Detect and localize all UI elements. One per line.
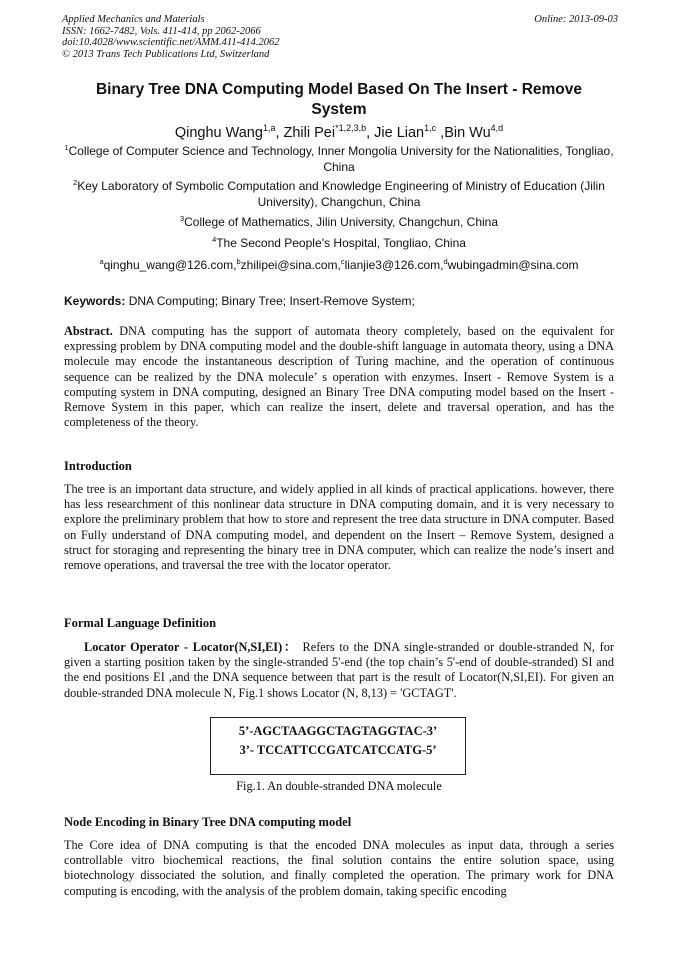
strand-bottom: 3’- TCCATTCCGATCATCCATG-5’	[239, 743, 437, 757]
node-encoding-text: The Core idea of DNA computing is that the encoded DNA molecules as input data, through a series controllable vitro biochemical reactions, the final solution contains the entire solution space, using biotechnology dissociated the solution, and finally completed the operation. The primary work for DNA computing is encoding, with the analysis of the problem domain, taking specific encoding	[64, 838, 614, 898]
online-date: Online: 2013-09-03	[534, 14, 618, 25]
affiliation-1: $^1$College of Computer Science and Technology, Inner Mongolia University for the Nationalities, Tongliao, China	[64, 143, 614, 174]
email-link[interactable]: qinghu_wang@126.com,	[103, 258, 237, 272]
node-encoding-heading: Node Encoding in Binary Tree DNA computing model	[64, 815, 352, 829]
abstract-label: Abstract.	[64, 324, 113, 338]
figure-caption: Fig.1. An double-stranded DNA molecule	[236, 779, 442, 793]
email-link[interactable]: lianjie3@126.com,	[344, 258, 444, 272]
affiliation-2: $^2$Key Laboratory of Symbolic Computation and Knowledge Engineering of Ministry of Education (Jilin University), Changchun, China	[73, 178, 605, 209]
email-link[interactable]: wubingadmin@sina.com	[447, 258, 579, 272]
paper-title	[62, 80, 616, 120]
abstract	[64, 324, 614, 430]
affiliation-3: $^3$College of Mathematics, Jilin University, Changchun, China	[179, 214, 499, 229]
keywords-label: Keywords:	[64, 294, 126, 308]
journal-name: Applied Mechanics and Materials	[62, 14, 205, 25]
journal-copyright: © 2013 Trans Tech Publications Ltd, Switzerland	[62, 48, 270, 60]
abstract-text: DNA computing has the support of automata theory completely, based on the equivalent for expressing problem by DNA computing model and the double-shift language in automata theory, using a DNA molecule may encode the instantaneous description of Turing machine, and the operation of continuous sequence can be realized by the DNA molecule’ s operation with enzymes. Insert - Remove System is a computing system in DNA computing, designed an Binary Tree DNA computing model based on the Insert - Remove System in this paper, which can realize the insert, delete and traversal operation, and has the completeness of the theory.	[64, 324, 615, 430]
author: Qinghu Wang$^{1,a}$,	[174, 123, 284, 141]
dna-figure	[210, 717, 466, 775]
introduction-text: The tree is an important data structure, and widely applied in all kinds of practical applications. however, there has less researchment of this nonlinear data structure in DNA computing domain, and it is very necessary to explore the preliminary problem that how to store and represent the tree data structure in DNA computer. Based on Fully understand of DNA computing model, and dependent on the Insert – Remove System, designed a struct for storaging and representing the binary tree in DNA computer, which can realize the node’s insert and remove operations, and traversal the tree with the locator operator.	[64, 482, 614, 573]
title-line-2: System	[311, 101, 367, 118]
email-list: $^a$qinghu_wang@126.com,$^b$zhilipei@sina.com,$^c$lianjie3@126.com,$^d$wubingadmin@sina.com	[99, 257, 579, 272]
keywords	[64, 294, 616, 308]
strand-top: 5’-AGCTAAGGCTAGTAGGTAC-3’	[238, 724, 438, 738]
keywords-text: DNA Computing; Binary Tree; Insert-Remove System;	[128, 294, 415, 308]
introduction-heading: Introduction	[64, 459, 132, 473]
author: Jie Lian$^{1,c}$ ,	[374, 123, 445, 141]
author: Zhili Pei$^{*1,2,3,b}$,	[283, 123, 375, 141]
journal-doi: doi:10.4028/www.scientific.net/AMM.411-414.2062	[62, 37, 280, 48]
formal-definition-heading: Formal Language Definition	[64, 616, 217, 630]
author: Bin Wu$^{4,d}$	[444, 123, 504, 141]
journal-header	[62, 14, 618, 60]
author-list	[62, 124, 616, 142]
email-link[interactable]: zhilipei@sina.com,	[240, 258, 341, 272]
formal-definition-text: Locator Operator - Locator(N,SI,EI)： Refers to the DNA single-stranded or double-stranded N, for given a starting position taken by the single-stranded 5'-end (the top chain’s 5'-end of double-stranded) SI and the end positions EI ,and the DNA sequence between that part is the result of Locator(N,SI,EI). For given an double-stranded DNA molecule N, Fig.1 shows Locator (N, 8,13) = 'GCTAGT'.	[64, 640, 614, 700]
title-line-1: Binary Tree DNA Computing Model Based On The Insert - Remove	[95, 81, 583, 98]
affiliation-4: $^4$The Second People’s Hospital, Tongliao, China	[212, 235, 466, 250]
journal-issn: ISSN: 1662-7482, Vols. 411-414, pp 2062-2066	[62, 25, 261, 37]
locator-operator-term: Locator Operator - Locator(N,SI,EI)：	[84, 640, 298, 654]
